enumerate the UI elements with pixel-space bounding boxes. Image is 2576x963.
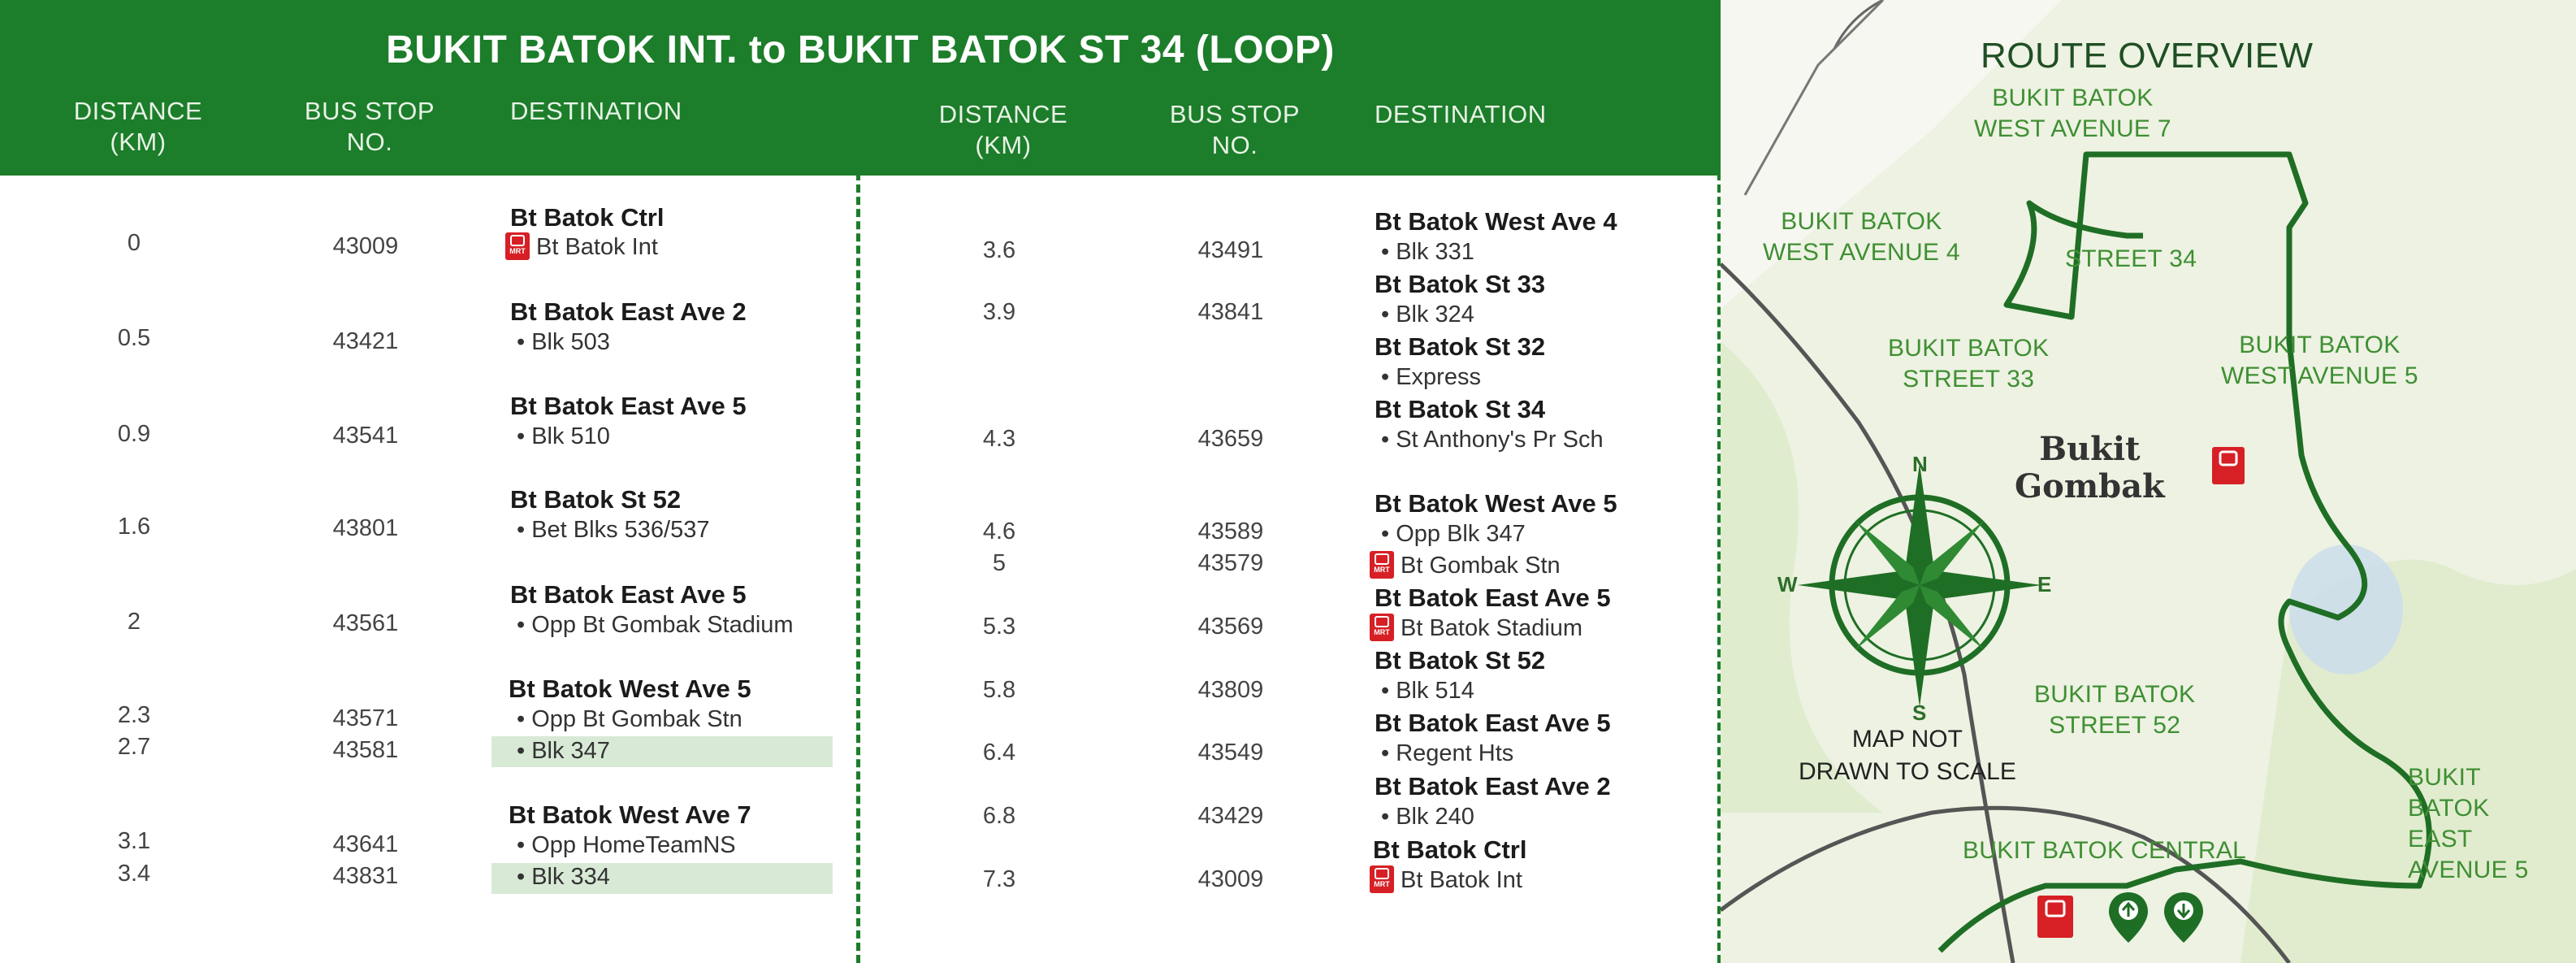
page-title: BUKIT BATOK INT. to BUKIT BATOK ST 34 (LOOP)	[386, 28, 1335, 72]
bus-stop-number: 43429	[1197, 803, 1264, 829]
col-header-destination-2: DESTINATION	[1375, 100, 1547, 128]
map-label: Bukit Gombak	[2015, 430, 2165, 505]
distance-value: 0.5	[117, 325, 151, 351]
col-header-distance-2: DISTANCE (KM)	[938, 100, 1068, 159]
destination-stop: • Regent Hts	[1381, 740, 1514, 766]
destination-stop: • Blk 331	[1381, 239, 1474, 265]
compass-east: E	[2037, 572, 2052, 596]
bus-stop-number: 43809	[1197, 677, 1264, 703]
distance-value: 3.9	[982, 299, 1016, 325]
destination-stop: MRT Bt Gombak Stn	[1370, 553, 1561, 580]
destination-road: Bt Batok Ctrl	[510, 203, 665, 232]
distance-value: 2	[127, 609, 141, 635]
destination-road: Bt Batok St 33	[1375, 270, 1546, 298]
bus-stop-number: 43009	[1197, 866, 1264, 892]
destination-road: Bt Batok West Ave 5	[1375, 489, 1617, 518]
distance-value: 0.9	[117, 421, 151, 447]
route-map-panel	[1721, 0, 2576, 963]
road-line	[1745, 0, 1883, 195]
bus-stop-number: 43569	[1197, 614, 1264, 640]
bus-stop-number: 43541	[332, 423, 399, 449]
destination-stop: • Opp HomeTeamNS	[517, 832, 736, 858]
col-header-busstop-2: BUS STOP NO.	[1169, 100, 1301, 159]
map-label: BUKIT BATOK STREET 52	[2034, 681, 2196, 739]
distance-value: 4.6	[982, 518, 1016, 544]
distance-value: 1.6	[117, 514, 151, 540]
distance-value: 3.4	[117, 861, 151, 887]
map-label: BUKIT BATOK EAST AVENUE 5	[2408, 764, 2529, 883]
bus-stop-number: 43581	[332, 737, 399, 763]
map-label: STREET 34	[2065, 245, 2197, 272]
destination-stop: • Blk 503	[517, 329, 610, 355]
destination-stop: • Bet Blks 536/537	[517, 517, 710, 543]
mrt-station-icon	[2037, 896, 2073, 938]
destination-road: Bt Batok East Ave 5	[510, 392, 747, 420]
map-title: ROUTE OVERVIEW	[1981, 36, 2314, 76]
bus-stop-number: 43561	[332, 610, 399, 636]
map-label: BUKIT BATOK STREET 33	[1888, 335, 2050, 393]
compass-north: N	[1912, 452, 1928, 476]
destination-road: Bt Batok East Ave 2	[510, 297, 747, 326]
destination-road: Bt Batok West Ave 4	[1375, 207, 1617, 236]
distance-value: 3.1	[117, 828, 151, 854]
bus-stop-number: 43579	[1197, 550, 1264, 576]
header-band	[0, 0, 1721, 176]
map-label: BUKIT BATOK WEST AVENUE 5	[2221, 332, 2418, 389]
destination-stop: • Blk 510	[517, 423, 610, 449]
distance-value: 2.3	[117, 702, 151, 728]
destination-stop: MRT Bt Batok Int	[505, 234, 658, 262]
distance-value: 6.8	[982, 803, 1016, 829]
col-header-distance: DISTANCE (KM)	[73, 97, 203, 156]
mrt-bus-icon: MRT	[505, 232, 530, 260]
destination-road: Bt Batok East Ave 5	[1375, 583, 1611, 612]
col-header-busstop: BUS STOP NO.	[304, 97, 435, 156]
destination-road: Bt Batok East Ave 5	[510, 580, 747, 609]
distance-value: 3.6	[982, 237, 1016, 263]
distance-value: 6.4	[982, 740, 1016, 766]
destination-road: Bt Batok St 52	[510, 485, 682, 514]
bus-stop-number: 43549	[1197, 740, 1264, 766]
bus-stop-number: 43491	[1197, 237, 1264, 263]
destination-stop: • Blk 240	[1381, 804, 1474, 830]
map-label: BUKIT BATOK WEST AVENUE 4	[1763, 208, 1960, 266]
mrt-bus-icon: MRT	[1370, 614, 1394, 641]
distance-value: 4.3	[982, 426, 1016, 452]
destination-stop: • St Anthony's Pr Sch	[1381, 427, 1604, 453]
map-label: BUKIT BATOK CENTRAL	[1963, 837, 2247, 864]
distance-value: 5	[992, 550, 1007, 576]
bus-stop-number: 43571	[332, 705, 399, 731]
bus-stop-number: 43421	[332, 328, 399, 354]
destination-road: Bt Batok St 34	[1375, 395, 1546, 423]
map-label: BUKIT BATOK WEST AVENUE 7	[1974, 85, 2171, 142]
destination-stop: • Blk 514	[1381, 678, 1474, 704]
distance-value: 5.8	[982, 677, 1016, 703]
destination-stop: • Opp Bt Gombak Stn	[517, 706, 742, 732]
destination-stop: • Opp Blk 347	[1381, 521, 1526, 547]
col-header-destination: DESTINATION	[510, 97, 682, 125]
destination-stop: MRT Bt Batok Stadium	[1370, 615, 1582, 643]
bus-stop-number: 43659	[1197, 426, 1264, 452]
bus-stop-number: 43831	[332, 863, 399, 889]
bus-stop-number: 43841	[1197, 299, 1264, 325]
destination-stop: • Blk 334	[517, 864, 610, 890]
bus-stop-number: 43009	[332, 233, 399, 259]
distance-value: 5.3	[982, 614, 1016, 640]
bus-stop-number: 43801	[332, 515, 399, 541]
destination-road: Bt Batok East Ave 2	[1375, 772, 1611, 800]
bus-stop-number: 43589	[1197, 518, 1264, 544]
destination-road: Bt Batok Ctrl	[1373, 835, 1527, 864]
distance-value: 7.3	[982, 866, 1016, 892]
compass-west: W	[1777, 572, 1798, 596]
distance-value: 2.7	[117, 734, 151, 760]
map-scale-note: MAP NOT DRAWN TO SCALE	[1799, 726, 2016, 785]
compass-south: S	[1912, 701, 1927, 725]
bus-stop-number: 43641	[332, 831, 399, 857]
destination-stop: • Blk 324	[1381, 301, 1474, 328]
distance-value: 0	[127, 230, 141, 256]
destination-stop: MRT Bt Batok Int	[1370, 867, 1522, 895]
destination-stop: • Express	[1381, 364, 1481, 390]
mrt-bus-icon: MRT	[1370, 551, 1394, 579]
mrt-station-icon	[2212, 447, 2245, 484]
destination-road: Bt Batok West Ave 7	[509, 800, 751, 829]
destination-road: Bt Batok St 32	[1375, 332, 1546, 361]
column-divider	[856, 172, 860, 963]
mrt-bus-icon: MRT	[1370, 865, 1394, 893]
destination-stop: • Blk 347	[517, 738, 610, 764]
destination-stop: • Opp Bt Gombak Stadium	[517, 612, 794, 638]
destination-road: Bt Batok West Ave 5	[509, 675, 751, 703]
destination-road: Bt Batok East Ave 5	[1375, 709, 1611, 737]
destination-road: Bt Batok St 52	[1375, 646, 1546, 675]
